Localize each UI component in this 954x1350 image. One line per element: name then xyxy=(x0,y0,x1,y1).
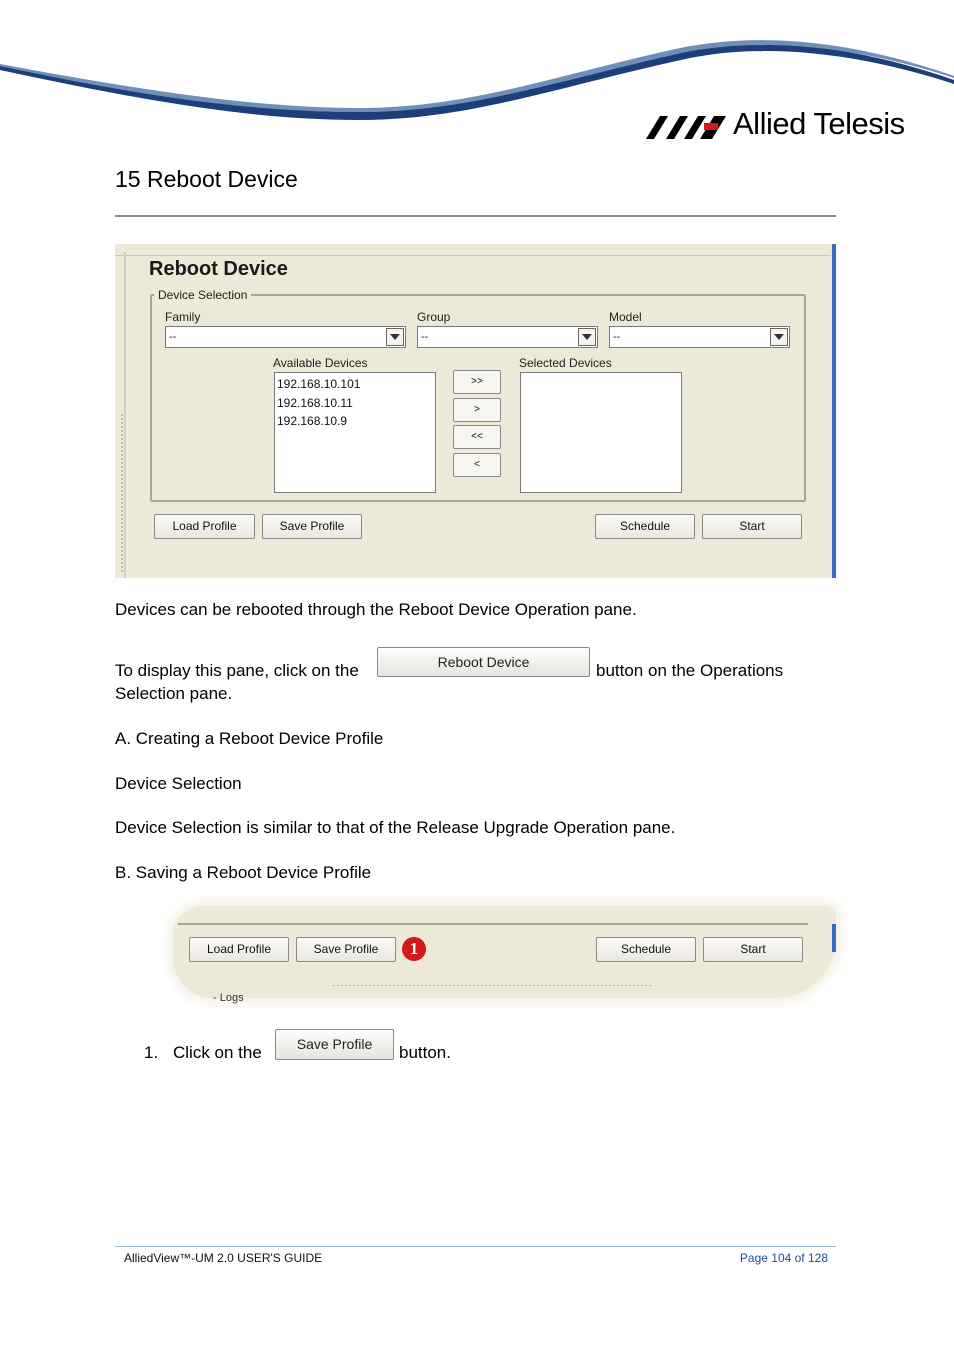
schedule-button[interactable]: Schedule xyxy=(596,937,696,962)
device-selection-paragraph: Device Selection is similar to that of the Release Upgrade Operation pane. xyxy=(115,818,676,837)
model-select[interactable] xyxy=(609,326,790,348)
brand-name: Allied Telesis xyxy=(733,106,905,141)
footer-page-number: Page 104 of 128 xyxy=(739,1251,828,1265)
available-devices-list[interactable] xyxy=(274,372,436,493)
remove-all-button[interactable]: << xyxy=(453,425,501,449)
load-profile-button[interactable]: Load Profile xyxy=(189,937,289,962)
chevron-down-icon[interactable] xyxy=(770,328,788,346)
remove-button[interactable]: < xyxy=(453,453,501,477)
chevron-down-icon[interactable] xyxy=(386,328,404,346)
title-divider xyxy=(115,215,836,217)
family-select[interactable] xyxy=(165,326,406,348)
save-profile-button[interactable]: Save Profile xyxy=(275,1029,394,1060)
snippet-divider xyxy=(178,923,808,925)
callout-badge: 1 xyxy=(402,937,426,961)
heading-device-selection: Device Selection xyxy=(115,774,242,793)
load-profile-button[interactable]: Load Profile xyxy=(154,514,255,539)
instruction-text-line2: Selection pane. xyxy=(115,684,233,703)
step-number: 1. xyxy=(144,1043,159,1062)
step-text-end: button. xyxy=(399,1043,451,1062)
save-profile-snippet xyxy=(173,906,836,1004)
reboot-device-button[interactable]: Reboot Device xyxy=(377,647,590,677)
list-item[interactable]: 192.168.10.9 xyxy=(277,414,348,428)
heading-saving-profile: B. Saving a Reboot Device Profile xyxy=(115,863,372,882)
panel-resize-handle[interactable] xyxy=(121,414,123,574)
family-label: Family xyxy=(165,310,201,324)
snippet-dotted-divider xyxy=(333,985,653,986)
step-text-start: Click on the xyxy=(173,1043,262,1062)
panel-left-border xyxy=(124,252,126,578)
available-devices-label: Available Devices xyxy=(273,356,368,370)
start-button[interactable]: Start xyxy=(703,937,803,962)
chevron-down-icon[interactable] xyxy=(578,328,596,346)
list-item[interactable]: 192.168.10.101 xyxy=(277,377,361,391)
schedule-button[interactable]: Schedule xyxy=(595,514,695,539)
start-button[interactable]: Start xyxy=(702,514,802,539)
section-title: 15 Reboot Device xyxy=(115,166,298,192)
group-select[interactable] xyxy=(417,326,598,348)
family-select-value: -- xyxy=(169,331,177,343)
group-label: Group xyxy=(417,310,451,324)
reboot-device-panel xyxy=(115,244,836,578)
intro-paragraph: Devices can be rebooted through the Reboot Device Operation pane. xyxy=(115,600,637,619)
group-select-value: -- xyxy=(421,331,429,343)
instruction-text-start: To display this pane, click on the xyxy=(115,661,359,680)
panel-top-border xyxy=(115,244,831,256)
model-select-value: -- xyxy=(613,331,621,343)
panel-title: Reboot Device xyxy=(149,258,288,280)
footer-divider xyxy=(115,1246,836,1247)
add-button[interactable]: > xyxy=(453,398,501,422)
allied-telesis-logo-icon xyxy=(646,114,728,140)
selected-devices-label: Selected Devices xyxy=(519,356,612,370)
save-profile-button[interactable]: Save Profile xyxy=(262,514,362,539)
instruction-text-end: button on the Operations xyxy=(596,661,784,680)
save-profile-button[interactable]: Save Profile xyxy=(296,937,396,962)
heading-creating-profile: A. Creating a Reboot Device Profile xyxy=(115,729,384,748)
snippet-accent-bar xyxy=(832,924,836,952)
logs-label-fragment: - Logs xyxy=(213,992,244,1004)
add-all-button[interactable]: >> xyxy=(453,370,501,394)
device-selection-legend: Device Selection xyxy=(154,288,251,302)
selected-devices-list[interactable] xyxy=(520,372,682,493)
footer-guide-title: AlliedView™-UM 2.0 USER'S GUIDE xyxy=(124,1251,323,1265)
list-item[interactable]: 192.168.10.11 xyxy=(277,395,353,410)
model-label: Model xyxy=(609,310,642,324)
